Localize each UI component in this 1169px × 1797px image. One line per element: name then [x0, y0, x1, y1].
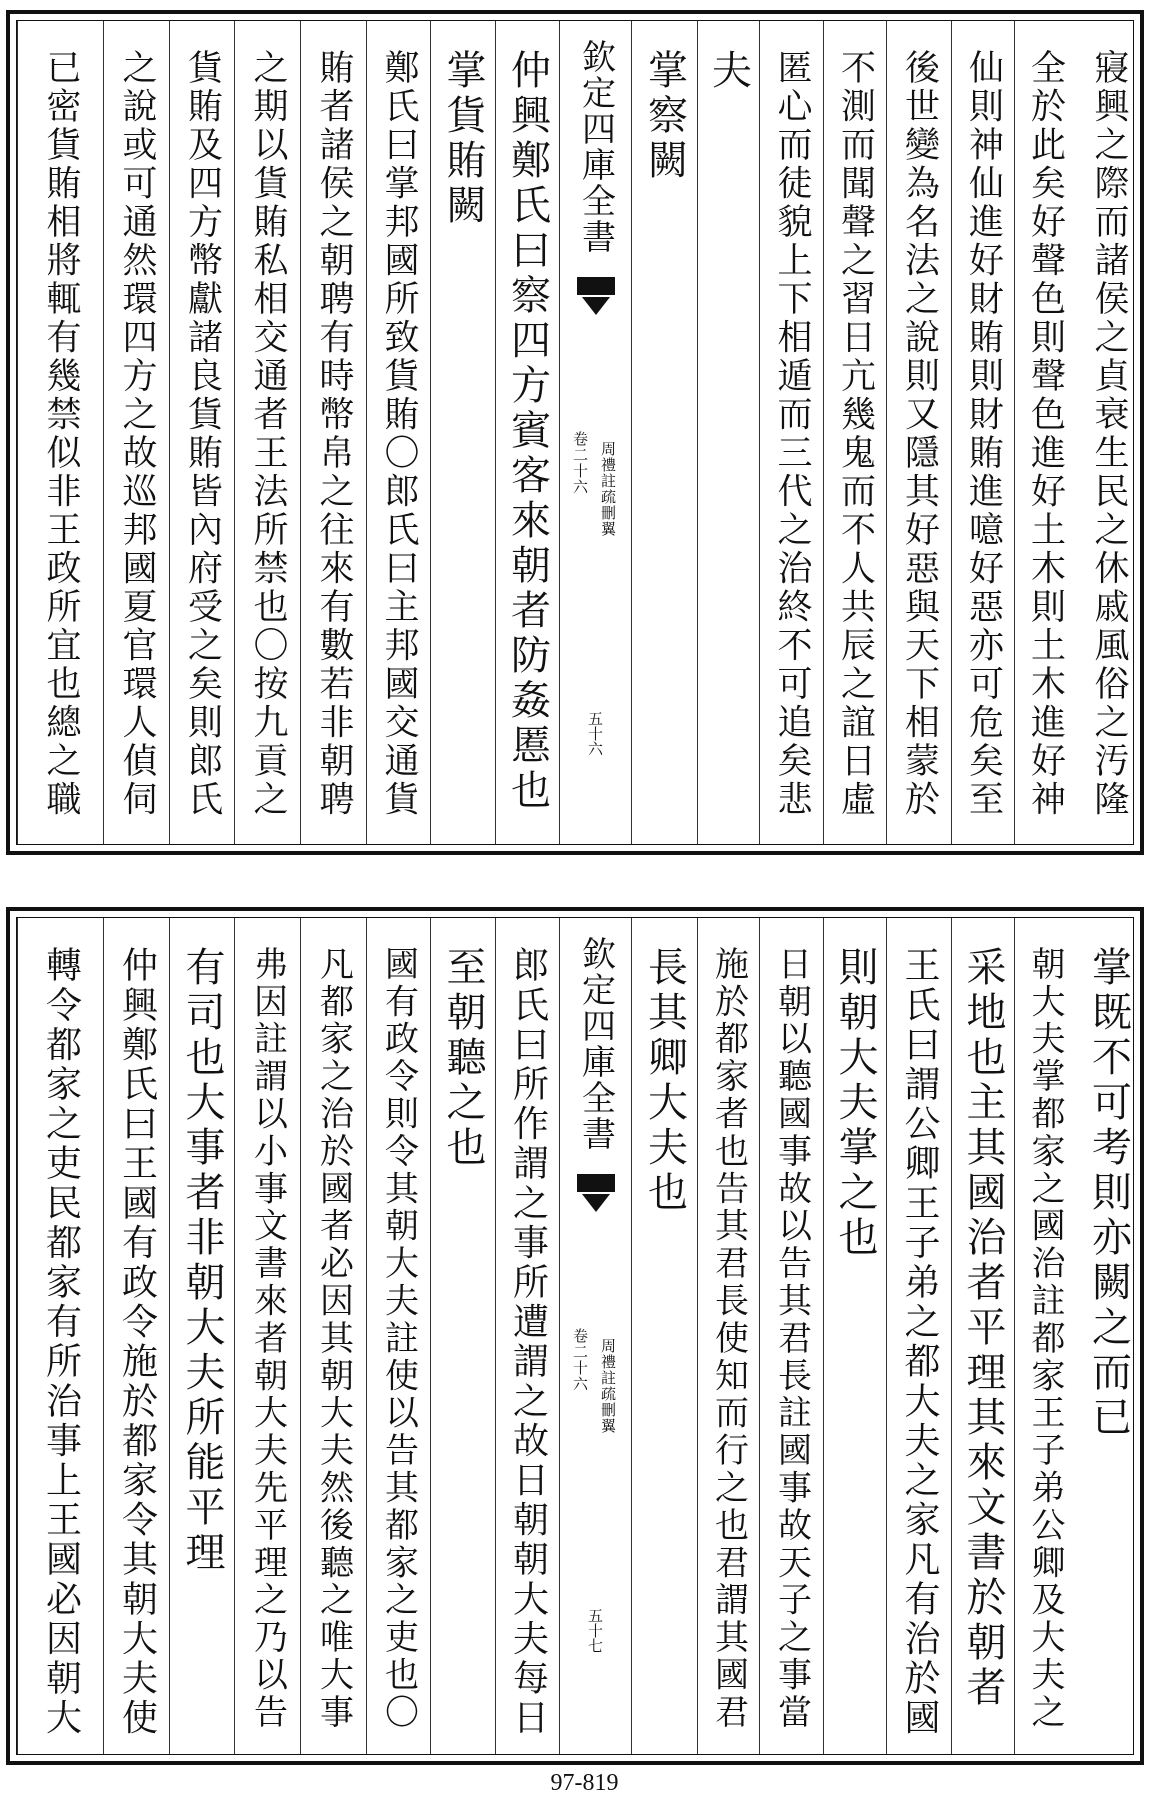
column-text: 之期以貨賄私相交通者王法所禁也〇按九貢之	[248, 49, 288, 819]
column-text: 有司也大事者非朝大夫所能平理	[179, 946, 225, 1576]
fish-tail-mark	[582, 297, 610, 317]
book-title: 欽定四庫全書	[575, 39, 616, 255]
text-column	[697, 918, 759, 1754]
page-number: 五十六	[586, 711, 604, 756]
page-footer-number: 97-819	[550, 1770, 619, 1796]
text-column	[1075, 21, 1142, 844]
column-text: 仲興鄭氏曰王國有政令施於都家令其朝大夫使	[116, 946, 158, 1738]
column-text: 朝大夫掌都家之國治註都家王子弟公卿及大夫之	[1025, 946, 1065, 1732]
text-column	[495, 918, 559, 1754]
column-text: 仲興鄭氏曰察四方賓客來朝者防姦慝也	[504, 49, 551, 814]
text-column	[697, 21, 759, 844]
text-column	[951, 21, 1014, 844]
text-column	[631, 918, 697, 1754]
text-column	[631, 21, 697, 844]
column-text: 日朝以聽國事故以告其君長註國事故天子之事當	[771, 946, 812, 1732]
column-text: 則朝大夫掌之也	[832, 946, 878, 1261]
text-column	[823, 21, 886, 844]
column-text: 弗因註謂以小事文書來者朝大夫先平理之乃以告	[247, 946, 288, 1732]
text-column	[759, 918, 823, 1754]
text-column	[234, 21, 300, 844]
text-column	[951, 918, 1014, 1754]
text-column	[169, 918, 234, 1754]
column-text: 後世變為名法之說則又隱其好惡與天下相蒙於	[899, 49, 940, 819]
fish-tail-mark	[577, 1174, 615, 1192]
text-column	[300, 21, 366, 844]
column-text: 掌察闕	[641, 49, 688, 184]
column-text: 掌既不可考則亦闕之而已	[1085, 946, 1132, 1441]
column-text: 匿心而徒貌上下相遁而三代之治終不可追矣悲	[772, 49, 812, 819]
text-column	[169, 21, 234, 844]
column-text: 全於此矣好聲色則聲色進好土木則土木進好神	[1025, 49, 1066, 819]
center-header-column	[559, 918, 631, 1754]
text-column	[430, 21, 495, 844]
column-text: 夫	[705, 49, 752, 94]
fish-tail-mark	[582, 1194, 610, 1214]
bottom-page	[6, 907, 1144, 1765]
column-text: 長其卿大夫也	[641, 946, 688, 1216]
text-column	[17, 21, 103, 844]
text-column	[234, 918, 300, 1754]
text-column	[17, 918, 103, 1754]
column-text: 王氏曰謂公卿王子弟之都大夫之家凡有治於國	[899, 946, 940, 1738]
text-column	[300, 918, 366, 1754]
top-page-frame	[16, 20, 1134, 845]
column-text: 轉令都家之吏民都家有所治事上王國必因朝大	[40, 946, 82, 1738]
column-text: 凡都家之治於國者必因其朝大夫然後聽之唯大事	[313, 946, 354, 1732]
volume-label: 卷二十六	[571, 431, 589, 495]
column-text: 已密貨賄相將輒有幾禁似非王政所宜也總之職	[41, 49, 81, 819]
text-column	[103, 21, 169, 844]
top-page	[6, 10, 1144, 855]
center-header-column	[559, 21, 631, 844]
text-column	[103, 918, 169, 1754]
column-text: 寢興之際而諸侯之貞衰生民之休戚風俗之汚隆	[1089, 49, 1129, 819]
book-name: 周禮註疏刪翼	[599, 441, 617, 537]
column-text: 至朝聽之也	[440, 946, 486, 1171]
column-text: 貨賄及四方幣獻諸良貨賄皆內府受之矣則郎氏	[182, 49, 223, 819]
text-column	[1014, 21, 1075, 844]
column-text: 不測而聞聲之習日亢幾鬼而不人共辰之誼日虛	[835, 49, 876, 819]
text-column	[366, 918, 430, 1754]
text-column	[886, 21, 951, 844]
volume-label: 卷二十六	[571, 1328, 589, 1392]
text-column	[1014, 918, 1075, 1754]
fish-tail-mark	[577, 277, 615, 295]
column-text: 仙則神仙進好財賄則財賄進噫好惡亦可危矣至	[963, 49, 1004, 819]
column-text: 鄭氏曰掌邦國所致貨賄〇郎氏曰主邦國交通貨	[379, 49, 419, 819]
column-text: 賄者諸侯之朝聘有時幣帛之往來有數若非朝聘	[314, 49, 354, 819]
column-text: 采地也主其國治者平理其來文書於朝者	[960, 946, 1006, 1711]
page-number: 五十七	[586, 1608, 604, 1653]
bottom-page-frame	[16, 917, 1134, 1755]
text-column	[1075, 918, 1142, 1754]
column-text: 施於都家者也告其君長使知而行之也君謂其國君	[708, 946, 749, 1732]
column-text: 國有政令則令其朝大夫註使以告其都家之吏也〇	[378, 946, 419, 1732]
column-text: 郎氏曰所作謂之事所遭謂之故日朝朝大夫每日	[507, 946, 549, 1738]
text-column	[495, 21, 559, 844]
text-column	[366, 21, 430, 844]
text-column	[886, 918, 951, 1754]
column-text: 掌貨賄闕	[440, 49, 486, 229]
column-text: 之說或可通然環四方之故巡邦國夏官環人偵伺	[117, 49, 157, 819]
book-title: 欽定四庫全書	[575, 936, 616, 1152]
text-column	[759, 21, 823, 844]
text-column	[430, 918, 495, 1754]
text-column	[823, 918, 886, 1754]
book-name: 周禮註疏刪翼	[599, 1338, 617, 1434]
